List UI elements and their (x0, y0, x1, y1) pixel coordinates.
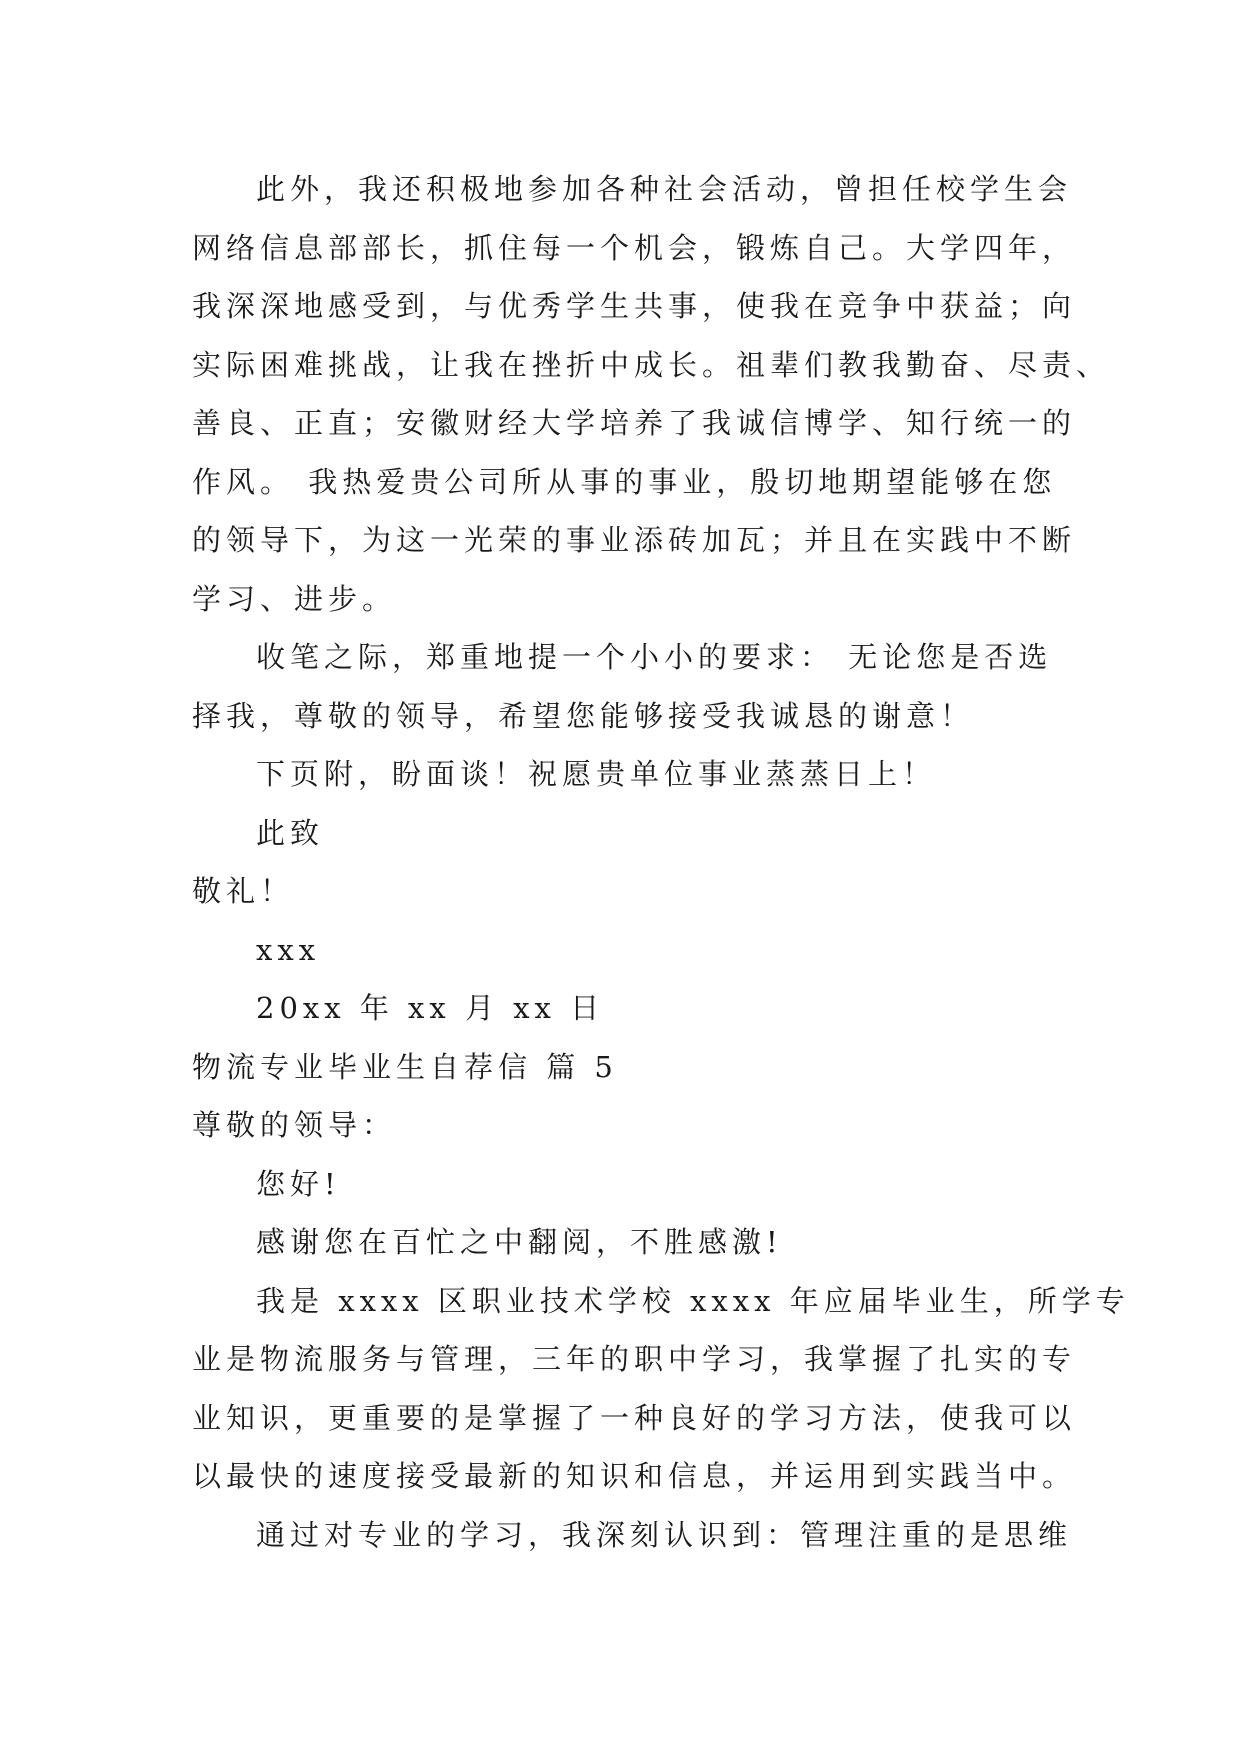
paragraph-line: 择我，尊敬的领导，希望您能够接受我诚恳的谢意！ (192, 698, 975, 733)
paragraph-line: 善良、正直；安徽财经大学培养了我诚信博学、知行统一的 (192, 406, 1077, 440)
greeting-line: 您好! (256, 1166, 341, 1201)
letter-salutation: 尊敬的领导： (192, 1108, 397, 1142)
paragraph-line: 学习、进步。 (192, 581, 397, 616)
section-title: 物流专业毕业生自荐信 篇 5 (192, 1049, 618, 1084)
paragraph-line: 下页附，盼面谈！祝愿贵单位事业蒸蒸日上！ (256, 757, 937, 791)
closing-salutation: 此致 (256, 815, 325, 850)
paragraph-line: 我深深地感受到，与优秀学生共事，使我在竞争中获益；向 (192, 289, 1077, 323)
paragraph-line: 作风。 我热爱贵公司所从事的事业，殷切地期望能够在您 (192, 464, 1057, 499)
signature-name: xxx (256, 932, 321, 967)
closing-regards: 敬礼！ (192, 874, 295, 908)
paragraph-line: 此外，我还积极地参加各种社会活动，曾担任校学生会 (256, 172, 1073, 206)
paragraph-line: 我是 xxxx 区职业技术学校 xxxx 年应届毕业生，所学专 (256, 1283, 1130, 1318)
signature-date: 20xx 年 xx 月 xx 日 (256, 991, 605, 1025)
paragraph-line: 通过对专业的学习，我深刻认识到：管理注重的是思维 (256, 1517, 1073, 1552)
paragraph-line: 业是物流服务与管理，三年的职中学习，我掌握了扎实的专 (192, 1342, 1077, 1376)
paragraph-line: 的领导下，为这一光荣的事业添砖加瓦；并且在实践中不断 (192, 523, 1077, 557)
paragraph-line: 感谢您在百忙之中翻阅，不胜感激! (256, 1225, 783, 1259)
paragraph-line: 以最快的速度接受最新的知识和信息，并运用到实践当中。 (192, 1459, 1077, 1493)
paragraph-line: 实际困难挑战，让我在挫折中成长。祖辈们教我勤奋、尽责、 (192, 347, 1111, 382)
document-page (192, 160, 1130, 1564)
paragraph-line: 收笔之际，郑重地提一个小小的要求： 无论您是否选 (256, 640, 1053, 674)
paragraph-line: 网络信息部部长，抓住每一个机会，锻炼自己。大学四年， (192, 230, 1077, 265)
paragraph-line: 业知识，更重要的是掌握了一种良好的学习方法，使我可以 (192, 1400, 1077, 1435)
